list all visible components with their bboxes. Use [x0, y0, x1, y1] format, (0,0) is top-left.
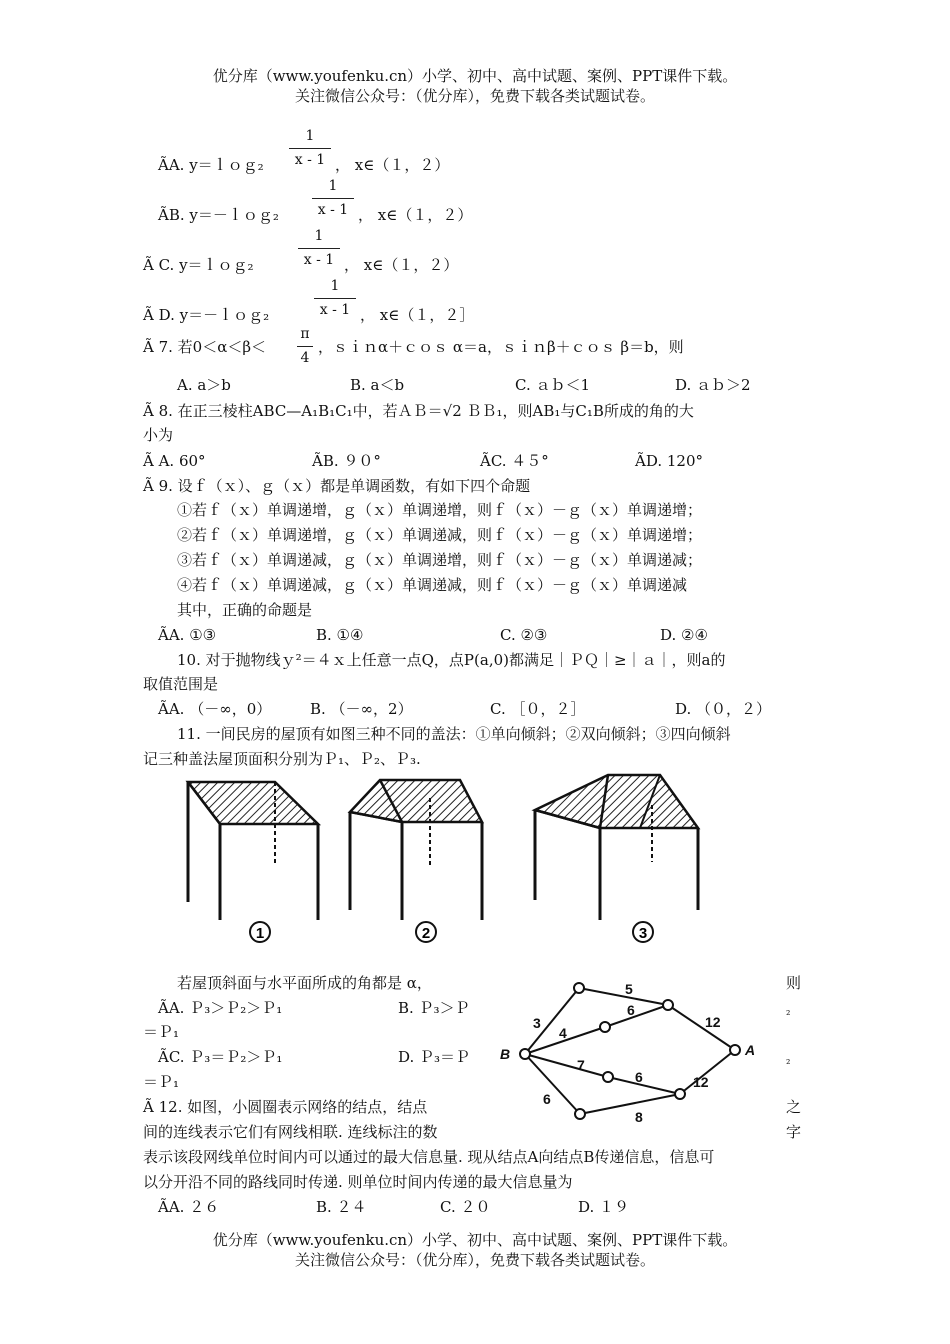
network-node: [675, 1089, 685, 1099]
q12-option-c: C. ２０: [440, 1198, 491, 1216]
edge-label: 6: [627, 1002, 635, 1018]
roof-label-2: [416, 922, 436, 942]
q6-option-d-tail: ， x∈（１，２］: [360, 306, 475, 324]
q6-b-frac-den: x - 1: [317, 202, 349, 218]
q8-stem-line-1: Ã 8. 在正三棱柱ABC—A₁B₁C₁中，若ＡＢ＝√2 ＢＢ₁，则AB₁与C₁B所成的角的大: [143, 402, 694, 420]
q7-four: 4: [300, 350, 310, 366]
q10-option-c: C. ［０，２］: [490, 700, 586, 718]
network-node: [600, 1022, 610, 1032]
q9-option-a: ÃA. ①③: [158, 626, 217, 644]
q6-option-d: Ã D. y＝－ｌｏｇ₂: [143, 306, 270, 324]
q12-stem-line-1-tail: 之: [786, 1098, 802, 1116]
q7-option-d: D. ａｂ＞2: [675, 376, 751, 394]
edge-label: 8: [635, 1109, 643, 1125]
q6-c-frac-bar: [298, 248, 340, 249]
roof-figures: [170, 770, 730, 970]
q6-a-frac-num: 1: [305, 128, 315, 144]
q6-option-b: ÃB. y＝－ｌｏｇ₂: [158, 206, 279, 224]
edge-label: 7: [577, 1057, 585, 1073]
network-node: [574, 983, 584, 993]
q6-b-frac-bar: [312, 198, 354, 199]
edge-label: 3: [533, 1015, 541, 1031]
q6-d-frac-num: 1: [330, 278, 340, 294]
q6-d-frac-den: x - 1: [319, 302, 351, 318]
roof-label-1-data: [252, 922, 253, 942]
q11-condition: 若屋顶斜面与水平面所成的角都是 α，: [177, 974, 432, 992]
q11-option-b-sub: ₂: [786, 1005, 791, 1018]
q11-option-d-cont: ＝Ｐ₁: [143, 1073, 180, 1091]
q9-option-b: B. ①④: [316, 626, 364, 644]
q12-stem-line-1: Ã 12. 如图，小圆圈表示网络的结点，结点: [143, 1098, 428, 1116]
q11-option-b: B. Ｐ₃＞Ｐ: [398, 999, 470, 1017]
roof-figure-2: [350, 780, 482, 920]
q11-option-a: ÃA. Ｐ₃＞Ｐ₂＞Ｐ₁: [158, 999, 283, 1017]
q7-stem-b: ，ｓｉｎα＋ｃｏｓ α＝a，ｓｉｎβ＋ｃｏｓ β＝b，则: [318, 338, 684, 356]
roof-label-2-text: 2: [421, 925, 431, 942]
q10-stem-line-1: 10. 对于抛物线ｙ²＝４ｘ上任意一点Q，点P(a,0)都满足｜ＰＱ｜≥｜ａ｜，则a的: [177, 651, 726, 669]
q8-option-a: Ã A. 60°: [143, 452, 206, 470]
q12-option-a: ÃA. ２６: [158, 1198, 220, 1216]
q8-stem-line-2: 小为: [143, 426, 174, 444]
q8-option-b: ÃB. ９０°: [312, 452, 381, 470]
footer-line-1: 优分库（www.youfenku.cn）小学、初中、高中试题、案例、PPT课件下载。: [212, 1231, 738, 1249]
q7-option-c: C. ａｂ＜1: [515, 376, 591, 394]
edge-label: 12: [705, 1014, 721, 1030]
q6-option-c: Ã C. y＝ｌｏｇ₂: [143, 256, 254, 274]
q11-stem-line-2: 记三种盖法屋顶面积分别为Ｐ₁、Ｐ₂、Ｐ₃.: [143, 750, 421, 768]
q9-proposition-4: ④若ｆ（ｘ）单调递减，ｇ（ｘ）单调递减，则ｆ（ｘ）－ｇ（ｘ）单调递减: [177, 576, 688, 594]
q6-option-c-tail: ， x∈（１，２）: [344, 256, 459, 274]
edge-label: 6: [635, 1069, 643, 1085]
footer-line-2: 关注微信公众号：（优分库），免费下载各类试题试卷。: [294, 1251, 655, 1269]
q12-option-b: B. ２４: [316, 1198, 367, 1216]
roof-figure-1: [188, 782, 318, 920]
q6-a-frac-bar: [289, 148, 331, 149]
q6-a-frac-den: x - 1: [294, 152, 326, 168]
network-node: [603, 1072, 613, 1082]
network-figure: [495, 972, 775, 1132]
network-label-a: A: [745, 1042, 756, 1058]
network-label-b: B: [500, 1046, 511, 1062]
q6-d-frac-bar: [314, 298, 356, 299]
q6-c-frac-den: x - 1: [303, 252, 335, 268]
q6-option-b-tail: ， x∈（１，２）: [358, 206, 473, 224]
roof-label-3-text: 3: [638, 925, 648, 942]
q9-option-d: D. ②④: [660, 626, 708, 644]
q8-option-c: ÃC. ４５°: [480, 452, 549, 470]
edge-label: 6: [543, 1091, 551, 1107]
q9-proposition-1: ①若ｆ（ｘ）单调递增，ｇ（ｘ）单调递增，则ｆ（ｘ）－ｇ（ｘ）单调递增；: [177, 501, 703, 519]
q12-stem-line-2-tail: 字: [786, 1123, 802, 1141]
q6-c-frac-num: 1: [314, 228, 324, 244]
edge-label: 4: [559, 1025, 567, 1041]
q12-stem-line-4: 以分开沿不同的路线同时传递. 则单位时间内传递的最大信息量为: [143, 1173, 573, 1191]
q7-stem-a: Ã 7. 若0＜α＜β＜: [143, 338, 267, 356]
q9-proposition-2: ②若ｆ（ｘ）单调递增，ｇ（ｘ）单调递减，则ｆ（ｘ）－ｇ（ｘ）单调递增；: [177, 526, 703, 544]
edge-label: 12: [693, 1074, 709, 1090]
q7-pi: π: [300, 326, 310, 342]
q11-option-b-cont: ＝Ｐ₁: [143, 1023, 180, 1041]
roof-label-1-text: 1: [255, 925, 265, 942]
edge-label: 5: [625, 981, 633, 997]
q11-option-c: ÃC. Ｐ₃＝Ｐ₂＞Ｐ₁: [158, 1048, 283, 1066]
q7-frac-bar: [297, 346, 313, 347]
q11-option-d-sub: ₂: [786, 1054, 791, 1067]
q11-stem-line-1: 11. 一间民房的屋顶有如图三种不同的盖法：①单向倾斜；②双向倾斜；③四向倾斜: [177, 725, 731, 743]
network-node-a: [730, 1045, 740, 1055]
network-node-b: [520, 1049, 530, 1059]
roof-label-3: [633, 922, 653, 942]
network-node: [575, 1109, 585, 1119]
q10-option-b: B. （－∞，2）: [310, 700, 413, 718]
q6-b-frac-num: 1: [328, 178, 338, 194]
q11-condition-tail: 则: [786, 974, 802, 992]
q9-proposition-3: ③若ｆ（ｘ）单调递减，ｇ（ｘ）单调递增，则ｆ（ｘ）－ｇ（ｘ）单调递减；: [177, 551, 703, 569]
network-node: [663, 1000, 673, 1010]
roof-figure-3: [535, 775, 698, 920]
q9-option-c: C. ②③: [500, 626, 548, 644]
roof-label-1: [250, 922, 270, 942]
q12-stem-line-3: 表示该段网线单位时间内可以通过的最大信息量. 现从结点A向结点B传递信息，信息可: [143, 1148, 715, 1166]
q6-option-a: ÃA. y＝ｌｏｇ₂: [158, 156, 264, 174]
q9-stem: Ã 9. 设ｆ（ｘ）、ｇ（ｘ）都是单调函数，有如下四个命题: [143, 477, 531, 495]
q12-stem-line-2: 间的连线表示它们有网线相联. 连线标注的数: [143, 1123, 438, 1141]
q11-option-d: D. Ｐ₃＝Ｐ: [398, 1048, 471, 1066]
q7-option-a: A. a＞b: [177, 376, 231, 394]
header-line-2: 关注微信公众号：（优分库），免费下载各类试题试卷。: [294, 87, 655, 105]
q10-option-d: D. （０，２）: [675, 700, 772, 718]
header-line-1: 优分库（www.youfenku.cn）小学、初中、高中试题、案例、PPT课件下载。: [212, 67, 738, 85]
q9-ask: 其中，正确的命题是: [177, 601, 313, 619]
q6-option-a-tail: ， x∈（１，２）: [335, 156, 450, 174]
q10-stem-line-2: 取值范围是: [143, 675, 219, 693]
q7-option-b: B. a＜b: [350, 376, 405, 394]
q8-option-d: ÃD. 120°: [635, 452, 703, 470]
q12-option-d: D. １９: [578, 1198, 630, 1216]
q10-option-a: ÃA. （－∞，0）: [158, 700, 272, 718]
